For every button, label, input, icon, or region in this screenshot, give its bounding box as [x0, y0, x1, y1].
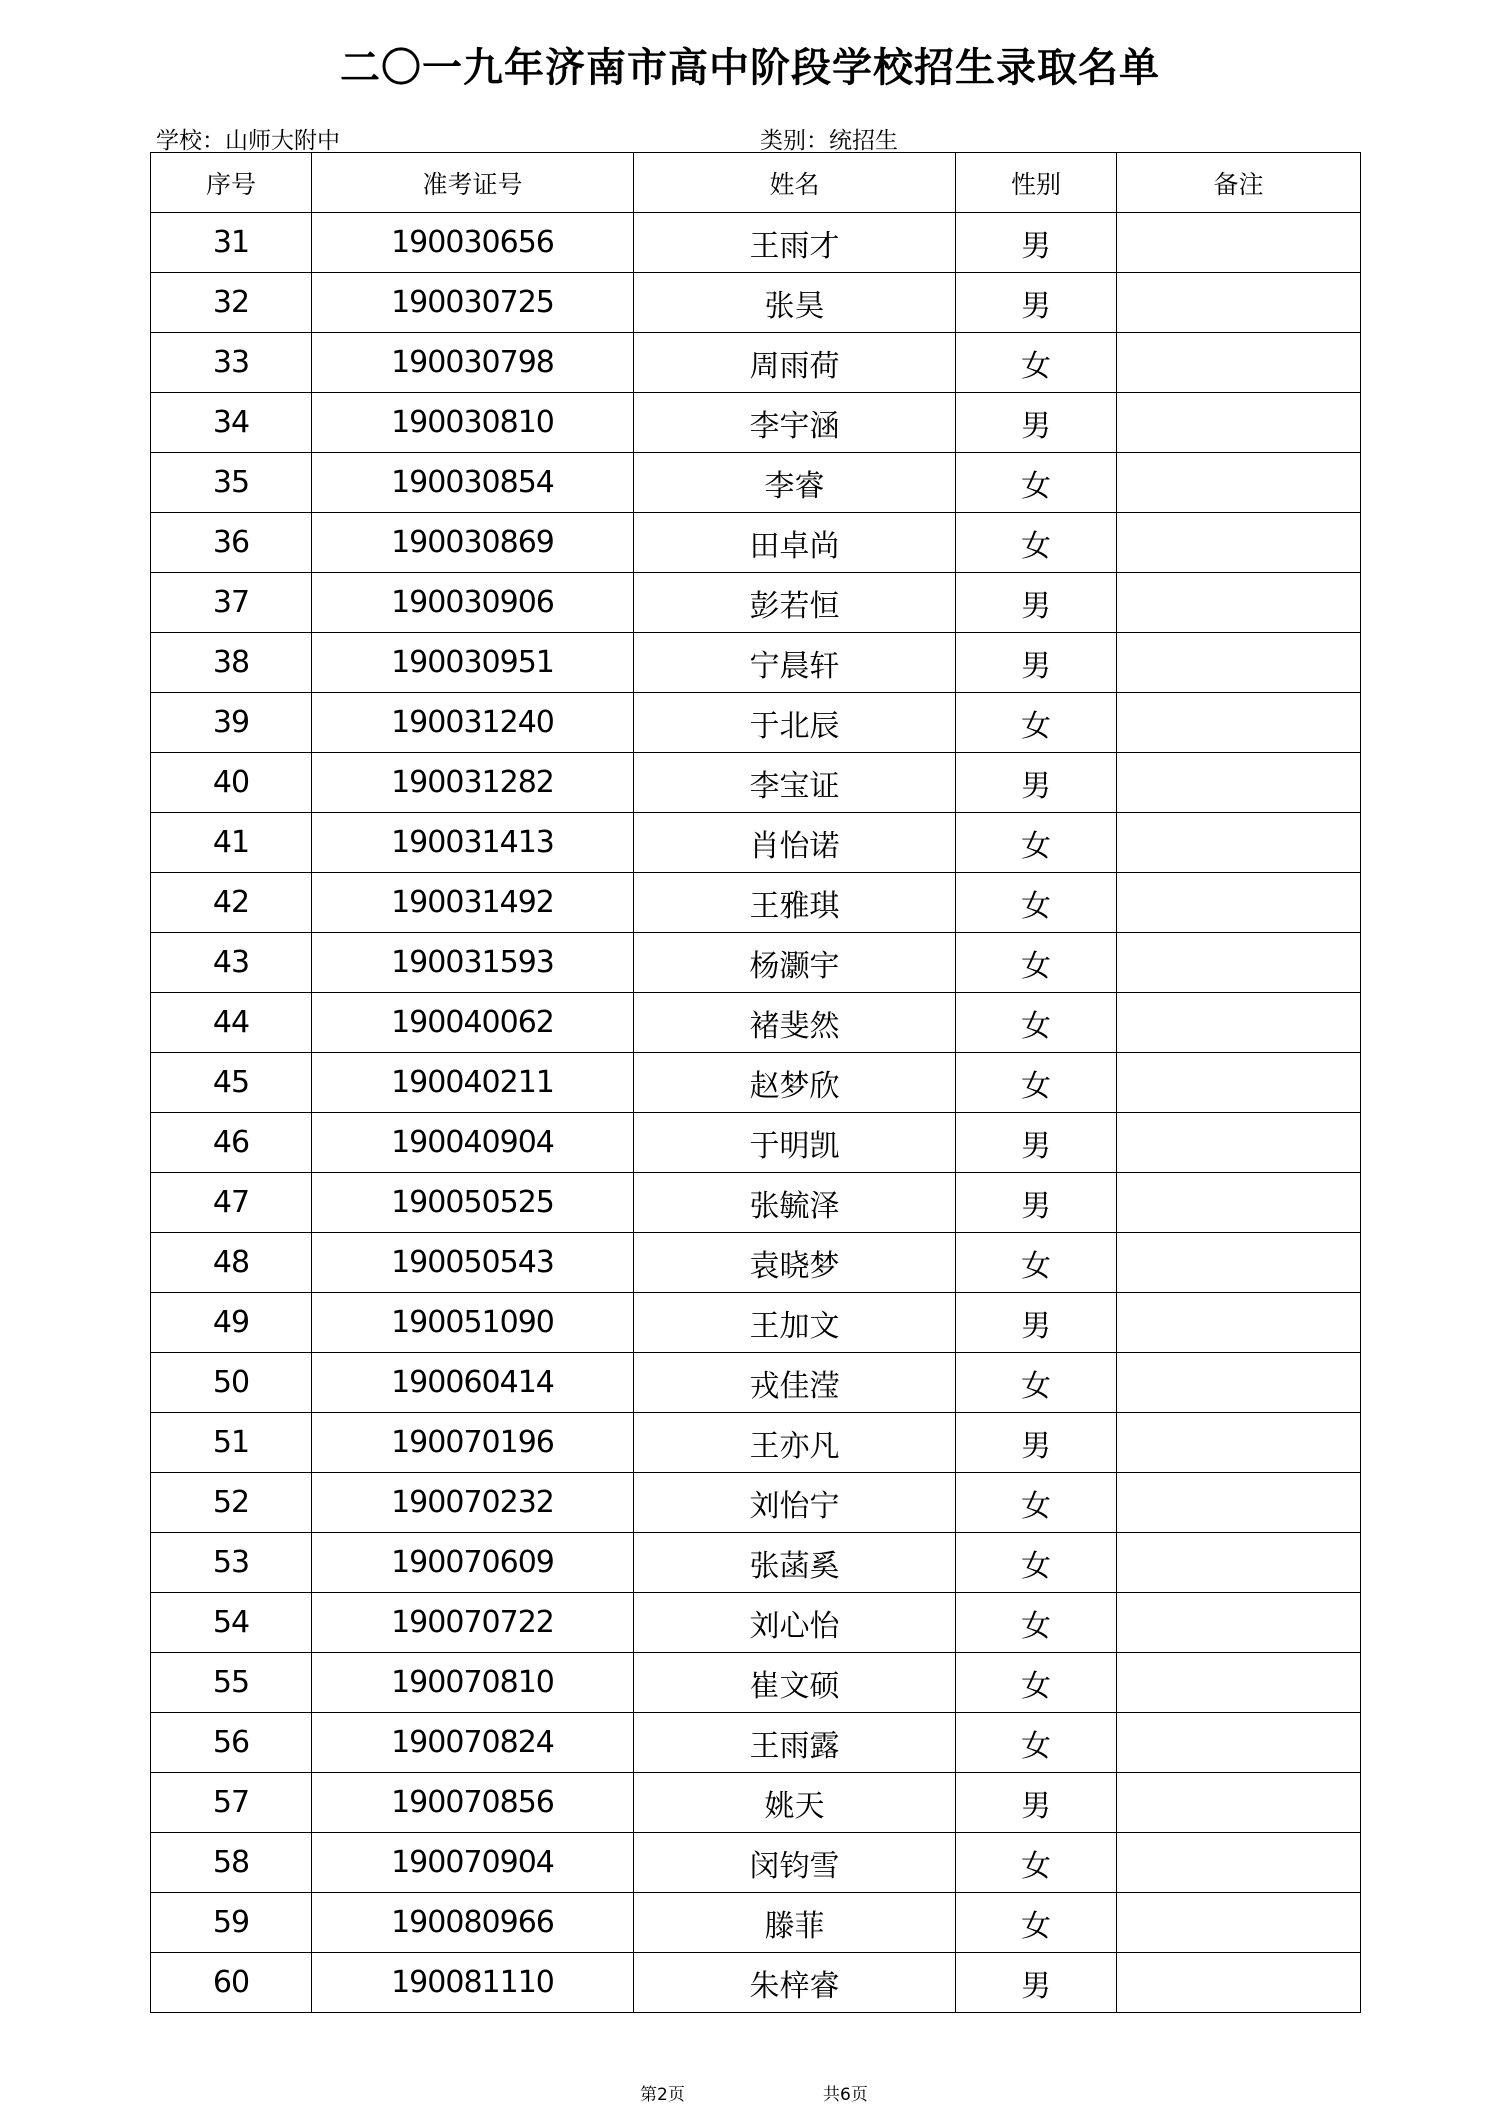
header-note: 备注: [1117, 153, 1361, 213]
row-number: 57: [151, 1773, 312, 1833]
row-student-name: 宁晨轩: [634, 633, 956, 693]
row-gender: 男: [956, 1293, 1117, 1353]
row-number: 43: [151, 933, 312, 993]
table-row: [151, 1833, 1361, 1893]
table-row: [151, 993, 1361, 1053]
row-ticket-number: 190031413: [312, 813, 634, 873]
table-row: [151, 333, 1361, 393]
row-note: [1117, 213, 1361, 273]
row-student-name: 李宇涵: [634, 393, 956, 453]
row-number: 40: [151, 753, 312, 813]
row-gender: 男: [956, 633, 1117, 693]
row-student-name: 赵梦欣: [634, 1053, 956, 1113]
row-student-name: 闵钧雪: [634, 1833, 956, 1893]
header-name: 姓名: [634, 153, 956, 213]
row-gender: 女: [956, 1533, 1117, 1593]
row-note: [1117, 1413, 1361, 1473]
row-student-name: 刘怡宁: [634, 1473, 956, 1533]
table-row: [151, 1113, 1361, 1173]
table-row: [151, 753, 1361, 813]
row-student-name: 滕菲: [634, 1893, 956, 1953]
row-number: 58: [151, 1833, 312, 1893]
row-student-name: 李宝证: [634, 753, 956, 813]
row-gender: 男: [956, 753, 1117, 813]
row-student-name: 王雨露: [634, 1713, 956, 1773]
row-student-name: 朱梓睿: [634, 1953, 956, 2013]
table-row: [151, 1053, 1361, 1113]
row-note: [1117, 933, 1361, 993]
row-number: 47: [151, 1173, 312, 1233]
row-note: [1117, 453, 1361, 513]
table-row: [151, 1593, 1361, 1653]
row-note: [1117, 1173, 1361, 1233]
header-row: [151, 153, 1361, 213]
row-gender: 男: [956, 1953, 1117, 2013]
row-note: [1117, 1953, 1361, 2013]
row-ticket-number: 190030906: [312, 573, 634, 633]
category-label: 类别：统招生: [760, 128, 898, 154]
row-gender: 女: [956, 1713, 1117, 1773]
row-number: 39: [151, 693, 312, 753]
row-number: 35: [151, 453, 312, 513]
row-number: 48: [151, 1233, 312, 1293]
row-note: [1117, 1593, 1361, 1653]
row-student-name: 张昊: [634, 273, 956, 333]
row-gender: 男: [956, 1413, 1117, 1473]
row-student-name: 李睿: [634, 453, 956, 513]
table-row: [151, 573, 1361, 633]
row-ticket-number: 190070810: [312, 1653, 634, 1713]
row-student-name: 褚斐然: [634, 993, 956, 1053]
row-student-name: 杨灏宇: [634, 933, 956, 993]
row-ticket-number: 190030951: [312, 633, 634, 693]
row-note: [1117, 993, 1361, 1053]
row-note: [1117, 1113, 1361, 1173]
row-number: 54: [151, 1593, 312, 1653]
row-note: [1117, 1233, 1361, 1293]
row-note: [1117, 273, 1361, 333]
row-student-name: 于北辰: [634, 693, 956, 753]
row-ticket-number: 190040062: [312, 993, 634, 1053]
row-gender: 男: [956, 1173, 1117, 1233]
row-number: 50: [151, 1353, 312, 1413]
table-row: [151, 1473, 1361, 1533]
table-row: [151, 453, 1361, 513]
row-student-name: 田卓尚: [634, 513, 956, 573]
page-number: 第2页: [640, 2085, 685, 2105]
row-gender: 女: [956, 813, 1117, 873]
row-gender: 男: [956, 573, 1117, 633]
row-note: [1117, 1293, 1361, 1353]
school-label: 学校：山师大附中: [156, 128, 340, 154]
table-row: [151, 1293, 1361, 1353]
row-number: 53: [151, 1533, 312, 1593]
row-number: 59: [151, 1893, 312, 1953]
row-number: 51: [151, 1413, 312, 1473]
table-row: [151, 1893, 1361, 1953]
row-student-name: 王雨才: [634, 213, 956, 273]
table-row: [151, 1353, 1361, 1413]
row-number: 55: [151, 1653, 312, 1713]
table-row: [151, 933, 1361, 993]
row-gender: 女: [956, 993, 1117, 1053]
row-ticket-number: 190070196: [312, 1413, 634, 1473]
table-row: [151, 1173, 1361, 1233]
row-student-name: 张毓泽: [634, 1173, 956, 1233]
row-note: [1117, 1473, 1361, 1533]
row-note: [1117, 1773, 1361, 1833]
row-student-name: 周雨荷: [634, 333, 956, 393]
row-gender: 女: [956, 333, 1117, 393]
row-number: 46: [151, 1113, 312, 1173]
row-ticket-number: 190070609: [312, 1533, 634, 1593]
row-gender: 男: [956, 1113, 1117, 1173]
page-total: 共6页: [823, 2085, 868, 2105]
row-ticket-number: 190040904: [312, 1113, 634, 1173]
row-ticket-number: 190030798: [312, 333, 634, 393]
row-gender: 女: [956, 933, 1117, 993]
row-note: [1117, 1833, 1361, 1893]
row-ticket-number: 190070824: [312, 1713, 634, 1773]
row-ticket-number: 190040211: [312, 1053, 634, 1113]
header-number: 序号: [151, 153, 312, 213]
row-ticket-number: 190050543: [312, 1233, 634, 1293]
row-ticket-number: 190070722: [312, 1593, 634, 1653]
table-row: [151, 213, 1361, 273]
row-note: [1117, 873, 1361, 933]
table-row: [151, 633, 1361, 693]
row-number: 42: [151, 873, 312, 933]
row-ticket-number: 190060414: [312, 1353, 634, 1413]
row-note: [1117, 1053, 1361, 1113]
row-ticket-number: 190030725: [312, 273, 634, 333]
table-row: [151, 693, 1361, 753]
row-ticket-number: 190070856: [312, 1773, 634, 1833]
row-ticket-number: 190080966: [312, 1893, 634, 1953]
row-gender: 男: [956, 213, 1117, 273]
row-student-name: 肖怡诺: [634, 813, 956, 873]
row-note: [1117, 1353, 1361, 1413]
row-number: 56: [151, 1713, 312, 1773]
row-student-name: 崔文硕: [634, 1653, 956, 1713]
row-gender: 女: [956, 1593, 1117, 1653]
row-note: [1117, 1713, 1361, 1773]
row-ticket-number: 190031282: [312, 753, 634, 813]
row-ticket-number: 190081110: [312, 1953, 634, 2013]
table-row: [151, 873, 1361, 933]
row-number: 38: [151, 633, 312, 693]
table-row: [151, 1713, 1361, 1773]
row-ticket-number: 190030854: [312, 453, 634, 513]
table-row: [151, 1953, 1361, 2013]
row-number: 45: [151, 1053, 312, 1113]
row-ticket-number: 190070232: [312, 1473, 634, 1533]
table-row: [151, 273, 1361, 333]
row-note: [1117, 333, 1361, 393]
row-ticket-number: 190070904: [312, 1833, 634, 1893]
row-ticket-number: 190031593: [312, 933, 634, 993]
row-student-name: 彭若恒: [634, 573, 956, 633]
row-student-name: 王雅琪: [634, 873, 956, 933]
row-gender: 女: [956, 1233, 1117, 1293]
row-number: 60: [151, 1953, 312, 2013]
row-gender: 女: [956, 873, 1117, 933]
row-number: 34: [151, 393, 312, 453]
row-note: [1117, 513, 1361, 573]
row-number: 37: [151, 573, 312, 633]
row-gender: 女: [956, 693, 1117, 753]
row-note: [1117, 633, 1361, 693]
row-gender: 女: [956, 513, 1117, 573]
row-ticket-number: 190030869: [312, 513, 634, 573]
table-row: [151, 513, 1361, 573]
row-student-name: 戎佳滢: [634, 1353, 956, 1413]
table-row: [151, 1653, 1361, 1713]
row-number: 49: [151, 1293, 312, 1353]
row-gender: 女: [956, 453, 1117, 513]
row-number: 36: [151, 513, 312, 573]
row-gender: 女: [956, 1833, 1117, 1893]
row-note: [1117, 1653, 1361, 1713]
table-body: [151, 213, 1361, 2013]
row-note: [1117, 813, 1361, 873]
row-gender: 女: [956, 1473, 1117, 1533]
document-title: 二〇一九年济南市高中阶段学校招生录取名单: [340, 45, 1160, 91]
row-note: [1117, 1533, 1361, 1593]
row-ticket-number: 190030656: [312, 213, 634, 273]
row-student-name: 于明凯: [634, 1113, 956, 1173]
row-gender: 男: [956, 393, 1117, 453]
row-gender: 男: [956, 1773, 1117, 1833]
row-ticket-number: 190031492: [312, 873, 634, 933]
table-row: [151, 1413, 1361, 1473]
row-number: 33: [151, 333, 312, 393]
row-student-name: 姚天: [634, 1773, 956, 1833]
row-student-name: 王亦凡: [634, 1413, 956, 1473]
header-gender: 性别: [956, 153, 1117, 213]
table-header: [151, 153, 1361, 213]
table-row: [151, 1533, 1361, 1593]
row-ticket-number: 190031240: [312, 693, 634, 753]
row-student-name: 王加文: [634, 1293, 956, 1353]
row-student-name: 刘心怡: [634, 1593, 956, 1653]
table-row: [151, 1773, 1361, 1833]
row-note: [1117, 393, 1361, 453]
row-number: 41: [151, 813, 312, 873]
row-ticket-number: 190051090: [312, 1293, 634, 1353]
header-ticket: 准考证号: [312, 153, 634, 213]
row-number: 52: [151, 1473, 312, 1533]
admission-table: [150, 152, 1361, 2013]
row-ticket-number: 190050525: [312, 1173, 634, 1233]
row-number: 44: [151, 993, 312, 1053]
row-number: 31: [151, 213, 312, 273]
row-student-name: 张菡奚: [634, 1533, 956, 1593]
row-gender: 女: [956, 1053, 1117, 1113]
row-ticket-number: 190030810: [312, 393, 634, 453]
row-student-name: 袁晓梦: [634, 1233, 956, 1293]
row-gender: 男: [956, 273, 1117, 333]
row-gender: 女: [956, 1893, 1117, 1953]
row-note: [1117, 1893, 1361, 1953]
table-row: [151, 813, 1361, 873]
row-number: 32: [151, 273, 312, 333]
row-note: [1117, 693, 1361, 753]
row-gender: 女: [956, 1653, 1117, 1713]
row-note: [1117, 573, 1361, 633]
table-row: [151, 1233, 1361, 1293]
row-note: [1117, 753, 1361, 813]
table-row: [151, 393, 1361, 453]
row-gender: 女: [956, 1353, 1117, 1413]
